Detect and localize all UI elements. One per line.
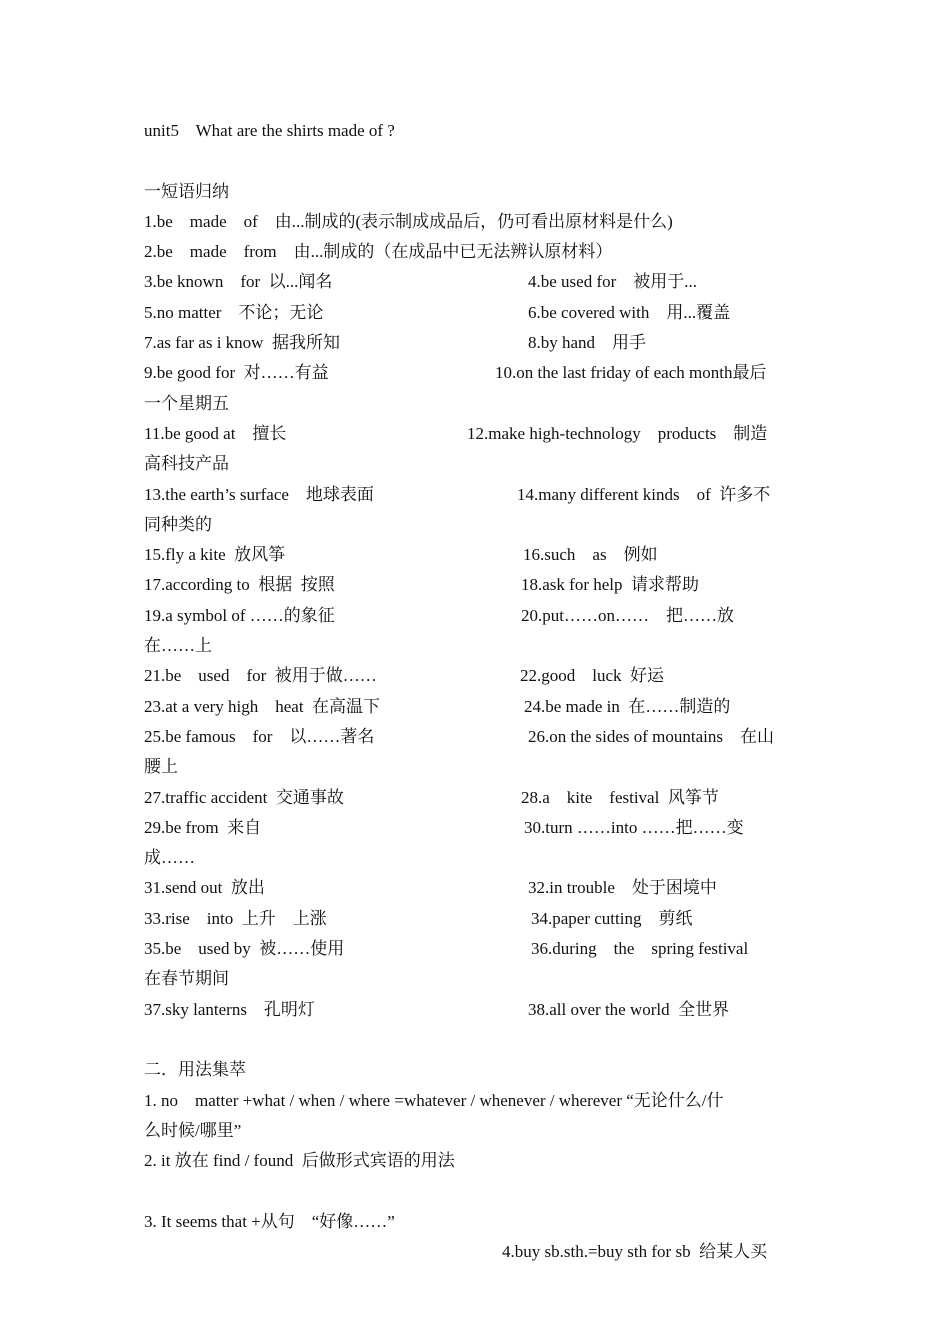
phrase-continuation: 一个星期五 (144, 393, 229, 413)
phrase-pair-row (144, 873, 808, 903)
phrase-left: 37.sky lanterns 孔明灯 (144, 999, 315, 1019)
phrase-right: 32.in trouble 处于困境中 (528, 878, 717, 898)
phrase-right: 34.paper cutting 剪纸 (531, 908, 693, 928)
usage-item-1: 1. no matter +what / when / where =whatever / whenever / wherever “无论什么/什 (144, 1090, 724, 1110)
phrase-left: 27.traffic accident 交通事故 (144, 787, 344, 807)
phrase-left: 5.no matter 不论；无论 (144, 302, 324, 322)
phrase-pair-row (144, 904, 808, 934)
phrase-left: 15.fly a kite 放风筝 (144, 545, 286, 565)
phrase-pair-row (144, 813, 808, 843)
phrase-right: 18.ask for help 请求帮助 (521, 575, 700, 595)
phrase-right: 8.by hand 用手 (528, 333, 647, 353)
phrase-pair-row (144, 570, 808, 600)
phrase-left: 9.be good for 对……有益 (144, 363, 329, 383)
phrase-right: 16.such as 例如 (523, 545, 658, 565)
phrase-pair-row (144, 480, 808, 510)
phrase-left: 19.a symbol of ……的象征 (144, 605, 335, 625)
phrase-right: 24.be made in 在……制造的 (524, 696, 731, 716)
phrase-continuation: 在……上 (144, 636, 212, 656)
phrase-left: 3.be known for 以...闻名 (144, 272, 333, 292)
spacer (144, 146, 808, 176)
phrase-left: 33.rise into 上升 上涨 (144, 908, 327, 928)
phrase-left: 25.be famous for 以……著名 (144, 726, 375, 746)
phrase-right: 28.a kite festival 风筝节 (521, 787, 719, 807)
phrase-line-1: 1.be made of 由...制成的(表示制成成品后，仍可看出原材料是什么) (144, 211, 673, 231)
section2-heading: 二．用法集萃 (144, 1060, 246, 1080)
phrase-left: 11.be good at 擅长 (144, 423, 287, 443)
phrase-continuation: 高科技产品 (144, 454, 229, 474)
document-content (144, 116, 808, 1261)
usage-item-1-continued: 么时候/哪里” (144, 1120, 242, 1140)
phrase-right: 20.put……on…… 把……放 (521, 605, 734, 625)
phrase-pair-row (144, 692, 808, 722)
phrase-pair-row (144, 267, 808, 297)
phrase-right: 6.be covered with 用...覆盖 (528, 302, 731, 322)
usage-item-4: 4.buy sb.sth.=buy sth for sb 给某人买 (502, 1241, 768, 1261)
phrase-continuation: 腰上 (144, 757, 178, 777)
phrase-right: 30.turn ……into ……把……变 (524, 817, 744, 837)
usage-item-3-row (144, 1176, 808, 1261)
phrase-right: 4.be used for 被用于... (528, 272, 698, 292)
phrase-right: 26.on the sides of mountains 在山 (528, 726, 775, 746)
phrase-pair-list (144, 267, 808, 1024)
phrase-pair-row (144, 358, 808, 388)
usage-item-2: 2. it 放在 find / found 后做形式宾语的用法 (144, 1151, 455, 1171)
phrase-continuation: 同种类的 (144, 514, 212, 534)
phrase-right: 10.on the last friday of each month最后 (495, 363, 767, 383)
phrase-line-2: 2.be made from 由...制成的（在成品中已无法辨认原材料） (144, 242, 613, 262)
phrase-left: 17.according to 根据 按照 (144, 575, 335, 595)
phrase-pair-row (144, 783, 808, 813)
phrase-pair-row (144, 661, 808, 691)
phrase-pair-row (144, 328, 808, 358)
phrase-left: 35.be used by 被……使用 (144, 939, 345, 959)
phrase-left: 21.be used for 被用于做…… (144, 666, 377, 686)
phrase-right: 22.good luck 好运 (520, 666, 665, 686)
document-title: unit5 What are the shirts made of ? (144, 121, 395, 140)
spacer (144, 1025, 808, 1055)
phrase-right: 38.all over the world 全世界 (528, 999, 730, 1019)
phrase-continuation: 成…… (144, 848, 195, 868)
phrase-right: 12.make high-technology products 制造 (467, 423, 768, 443)
phrase-pair-row (144, 419, 808, 449)
phrase-pair-row (144, 934, 808, 964)
phrase-pair-row (144, 722, 808, 752)
phrase-pair-row (144, 298, 808, 328)
phrase-continuation: 在春节期间 (144, 969, 229, 989)
phrase-left: 23.at a very high heat 在高温下 (144, 696, 381, 716)
phrase-left: 13.the earth’s surface 地球表面 (144, 484, 374, 504)
phrase-pair-row (144, 540, 808, 570)
usage-item-3: 3. It seems that +从句 “好像……” (144, 1211, 395, 1231)
phrase-right: 14.many different kinds of 许多不 (517, 484, 771, 504)
phrase-pair-row (144, 601, 808, 631)
phrase-right: 36.during the spring festival (531, 939, 749, 959)
phrase-left: 31.send out 放出 (144, 878, 265, 898)
phrase-pair-row (144, 995, 808, 1025)
phrase-left: 29.be from 来自 (144, 817, 262, 837)
section1-heading: 一短语归纳 (144, 181, 229, 201)
phrase-left: 7.as far as i know 据我所知 (144, 333, 340, 353)
